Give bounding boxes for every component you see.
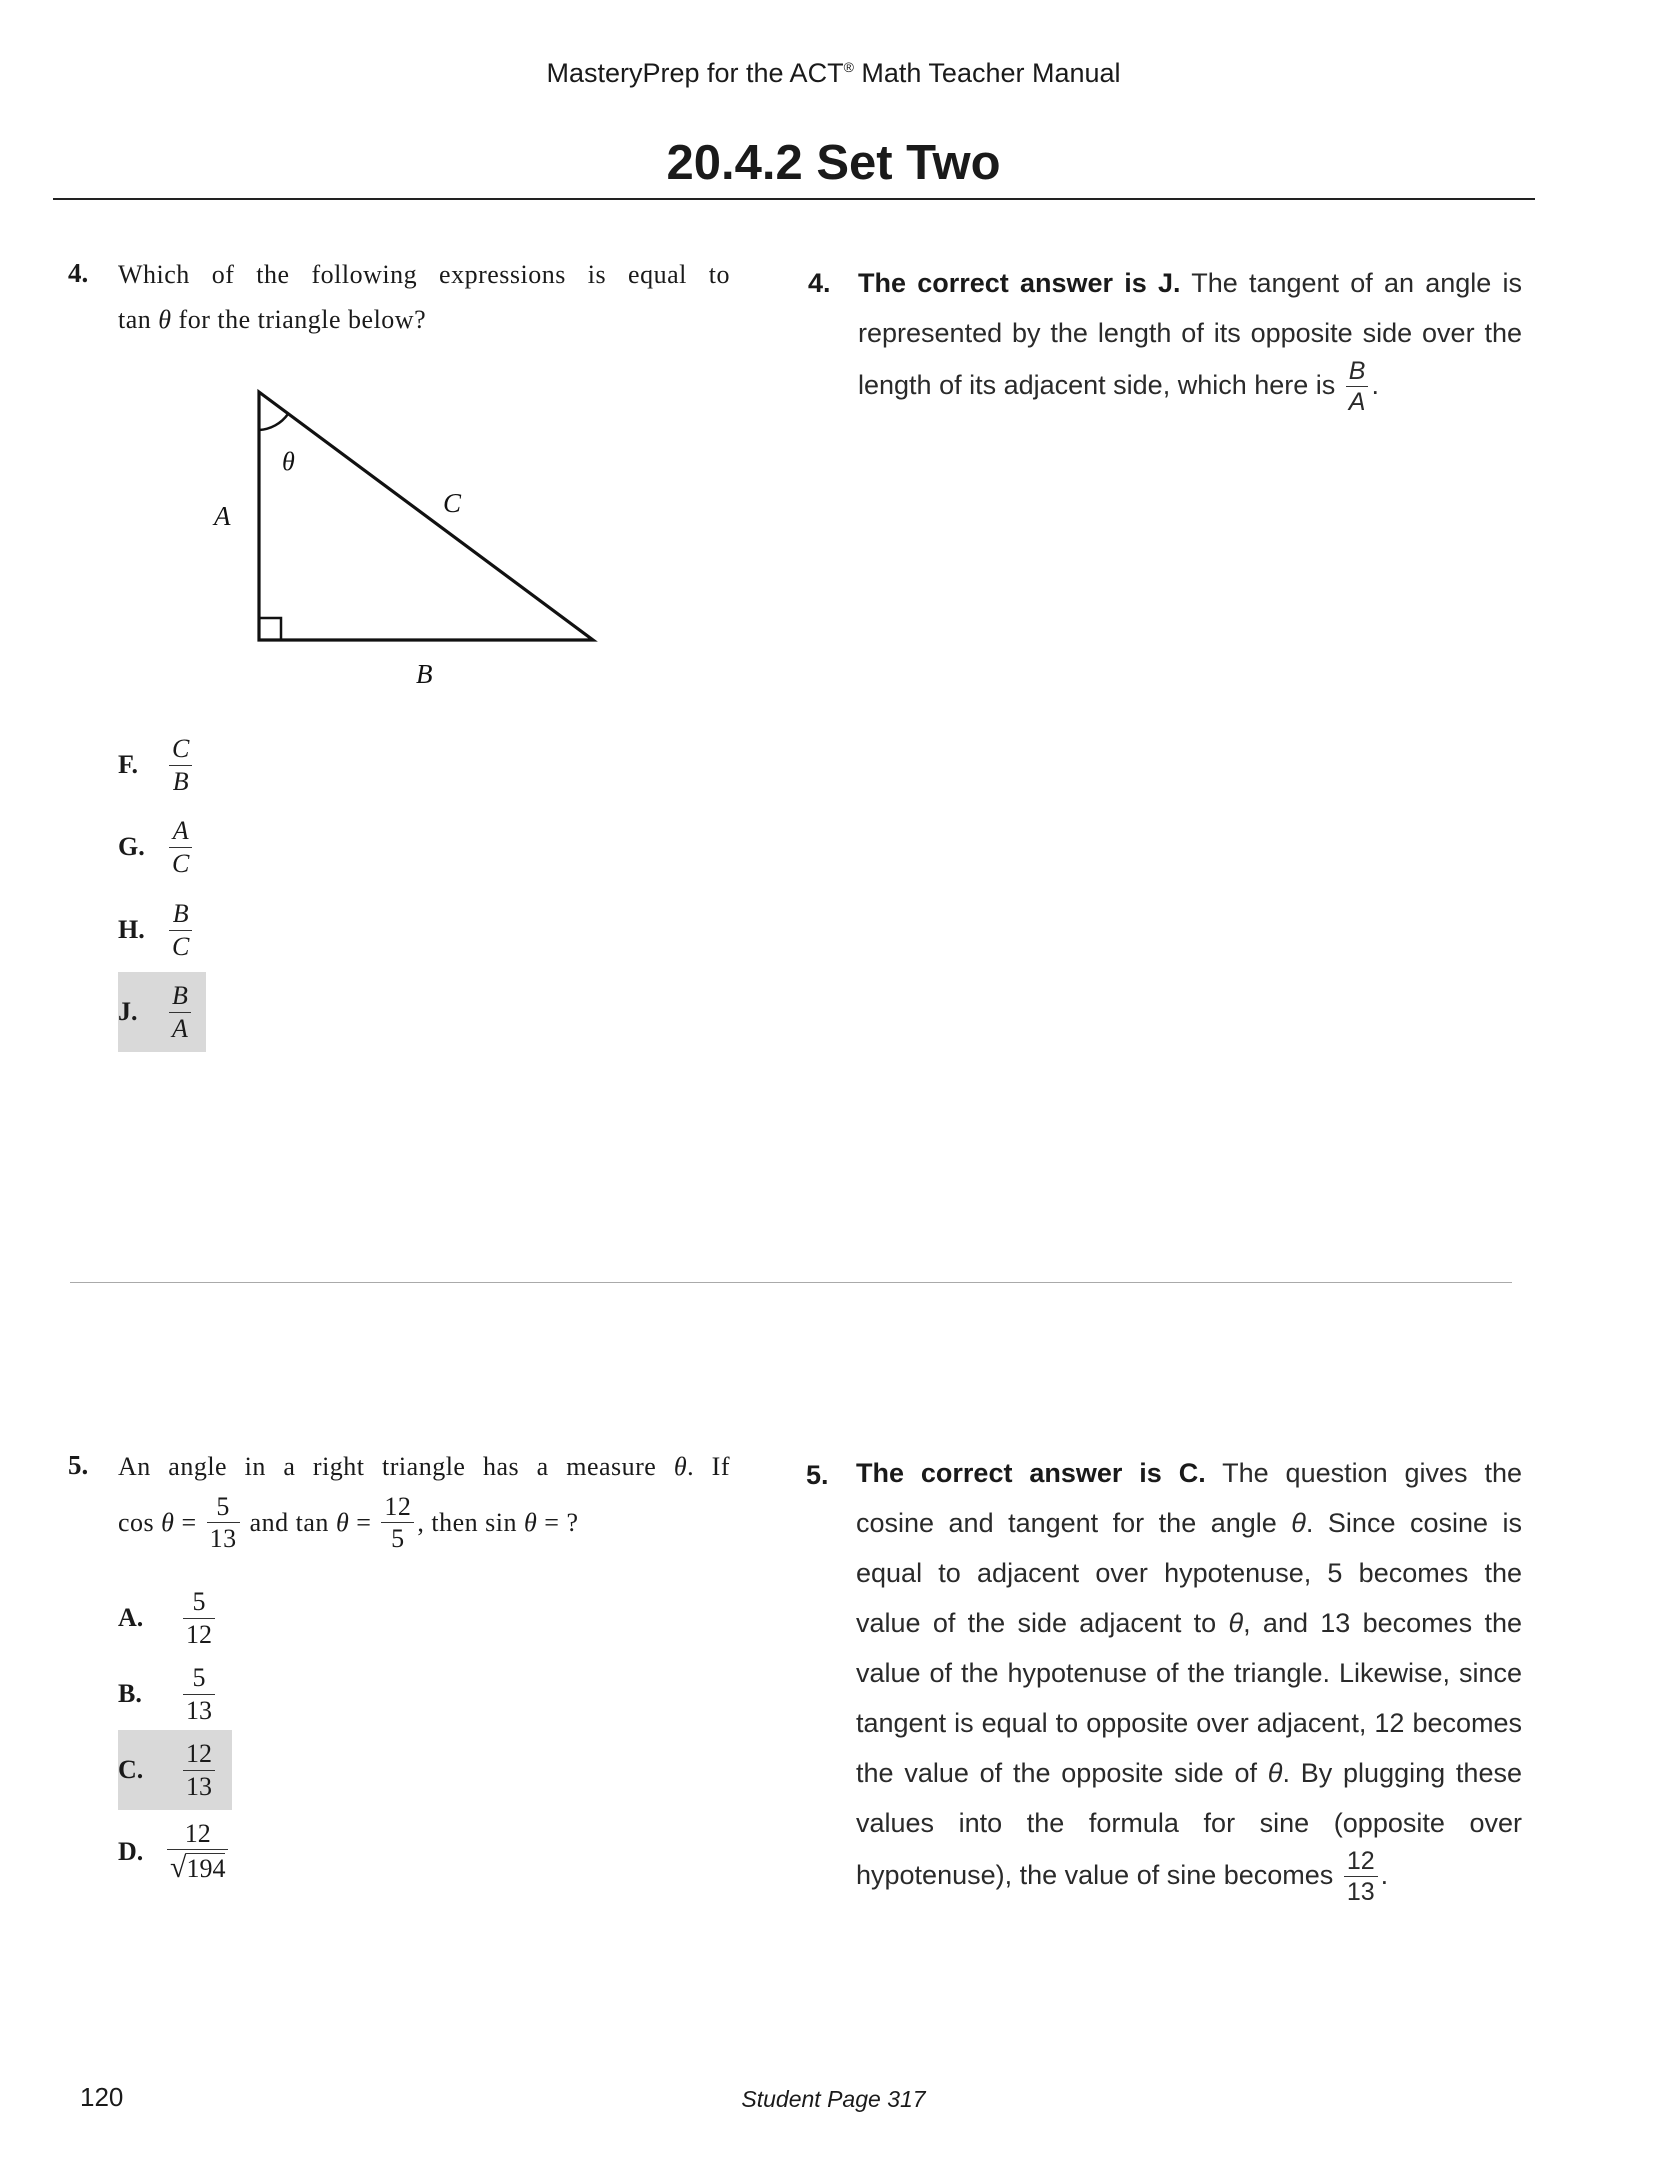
q4-number: 4. [68,258,89,288]
q5-cos-eq: = [174,1507,204,1537]
fraction-denominator: A [1348,388,1366,417]
q5-explanation-t1: The question gives the cosine and tangent for the angle [856,1458,1522,1538]
theta-symbol: θ [1291,1508,1306,1538]
fraction-denominator [167,1850,228,1884]
q5-stem-line1 [118,1444,730,1489]
q5-explanation-number: 5. [806,1460,829,1490]
side-c-label: C [443,488,462,518]
choice-fraction [183,1588,215,1648]
q4-choice-h[interactable] [118,891,195,969]
question-divider [70,1282,1512,1283]
choice-fraction [169,982,191,1042]
choice-fraction [183,1664,215,1724]
choice-label: A. [118,1603,144,1632]
page-number: 120 [80,2082,124,2112]
registered-mark: ® [843,59,854,75]
fraction-numerator: 5 [207,1493,240,1523]
q5-explanation-t2: . Since cosine is equal to adjacent over hypotenuse, 5 becomes the value of the side adjacent to [856,1508,1522,1638]
theta-symbol: θ [1267,1758,1283,1788]
q5-choice-d[interactable] [118,1812,231,1892]
manual-title-post: Math Teacher Manual [853,58,1121,88]
q4-triangle-figure [0,0,700,720]
radical-sign: √ [170,1851,187,1885]
fraction-numerator: B [169,900,192,930]
choice-label: F. [118,750,138,779]
q5-choice-a[interactable] [118,1580,218,1656]
q5-cos-theta: θ [161,1507,175,1537]
student-page-reference: Student Page 317 [741,2086,926,2112]
q5-explanation [856,1448,1522,1906]
q5-stem-pre: An angle in a right triangle has a measure [118,1452,674,1481]
q5-explanation-t4: . By plugging these values into the formula for sine (opposite over hypotenuse), the value of sine becomes [856,1758,1522,1890]
fraction-numerator: 12 [1344,1848,1378,1877]
q4-explanation-number: 4. [808,268,831,298]
q5-cos-fraction [207,1493,240,1553]
choice-label: J. [118,997,138,1026]
triangle-outline [259,392,593,640]
q4-correct-answer-lead: The correct answer is J. [858,268,1181,298]
fraction-numerator: B [1346,358,1369,387]
q4-explanation-fraction [1346,358,1369,416]
q5-then-sin: , then sin [417,1507,524,1537]
side-b-label: B [416,659,433,689]
choice-label: G. [118,832,145,861]
q4-stem-rest: for the triangle below? [171,305,427,334]
q5-stem-post: . If [687,1452,730,1481]
q5-tail: = ? [537,1507,579,1537]
choice-fraction [169,735,192,795]
manual-title-pre: MasteryPrep for the ACT [546,58,844,88]
fraction-denominator: C [172,931,190,961]
q4-explanation-end: . [1371,369,1379,400]
fraction-numerator: 5 [183,1588,215,1618]
fraction-numerator: 5 [183,1664,215,1694]
fraction-numerator: C [169,735,192,765]
fraction-numerator: A [169,817,192,847]
q4-choice-f[interactable] [118,726,195,804]
q5-stem-line2 [118,1493,578,1553]
q5-stem-theta: θ [673,1452,688,1481]
right-angle-marker [259,618,281,640]
fraction-denominator: 5 [391,1524,405,1554]
choice-fraction [167,1820,228,1884]
choice-label: H. [118,915,145,944]
radicand: 194 [186,1854,226,1884]
q5-choice-b[interactable] [118,1656,218,1732]
q5-tan-eq: = [349,1507,379,1537]
fraction-denominator: 13 [209,1524,237,1554]
q4-explanation [858,258,1522,416]
theta-symbol: θ [1228,1608,1244,1638]
q5-explanation-t3: , and 13 becomes the value of the hypotenuse of the triangle. Likewise, since tangent is equal to opposite over adjacent, 12 becomes the value of the opposite side of [856,1608,1522,1788]
choice-label: D. [118,1837,144,1866]
fraction-numerator: 12 [167,1820,228,1850]
q5-explanation-fraction [1344,1848,1378,1906]
q4-stem-tan: tan [118,305,159,334]
side-a-label: A [214,501,231,531]
choice-fraction [169,900,192,960]
theta-angle-arc [259,414,288,430]
fraction-denominator: 13 [186,1771,212,1801]
q5-number: 5. [68,1450,89,1480]
q5-tan-theta: θ [335,1507,350,1537]
q4-stem-line1: Which of the following expressions is equal to [118,260,730,289]
fraction-denominator: 13 [186,1695,212,1725]
fraction-denominator: 13 [1346,1878,1375,1907]
choice-fraction [183,1740,215,1800]
q5-and-tan: and tan [242,1507,336,1537]
choice-label: B. [118,1679,142,1708]
fraction-numerator: B [169,982,191,1012]
q5-correct-answer-lead: The correct answer is C. [856,1458,1206,1488]
q5-tan-fraction [381,1493,414,1553]
fraction-denominator: A [172,1013,188,1043]
q4-choice-j-correct[interactable] [118,972,206,1052]
fraction-denominator: 12 [186,1619,212,1649]
fraction-numerator: 12 [183,1740,215,1770]
fraction-numerator: 12 [381,1493,414,1523]
q4-stem-theta: θ [158,305,172,334]
theta-label: θ [282,447,295,476]
q4-explanation-text: The tangent of an angle is represented by the length of its opposite side over the length of its adjacent side, which here is [858,268,1522,400]
fraction-denominator: C [172,848,190,878]
q5-sin-theta: θ [524,1507,538,1537]
fraction-denominator: B [172,766,189,796]
q4-choice-g[interactable] [118,808,195,886]
page-title: 20.4.2 Set Two [666,136,1001,190]
q5-choice-c-correct[interactable] [118,1730,232,1810]
choice-fraction [169,817,192,877]
choice-label: C. [118,1755,144,1784]
q5-explanation-end: . [1380,1859,1389,1890]
q5-cos-text: cos [118,1507,162,1537]
